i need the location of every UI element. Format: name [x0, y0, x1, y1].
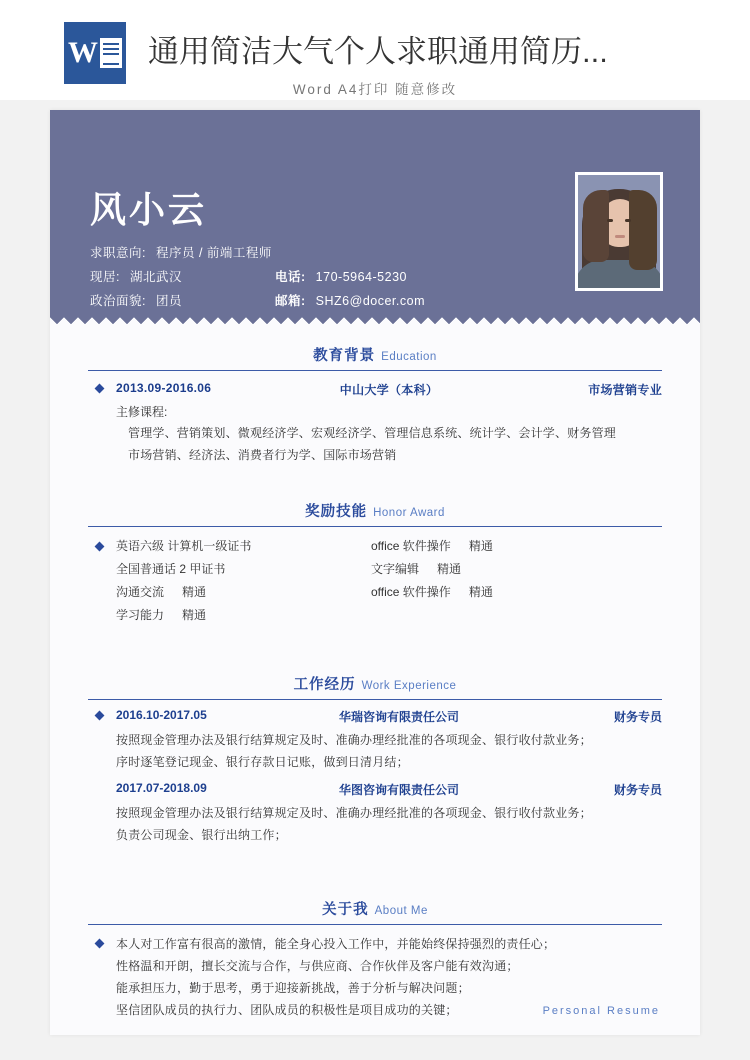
education-school: 中山大学（本科）: [339, 383, 439, 397]
section-title-about: [88, 898, 662, 925]
education-courses-label: 主修课程:: [116, 405, 168, 419]
section-title-zh: 关于我: [322, 902, 369, 918]
list-item: [116, 558, 662, 581]
list-item: [116, 581, 662, 604]
info-value: 170-5964-5230: [315, 270, 407, 284]
info-job-intention: [90, 243, 272, 261]
education-date: 2013.09-2016.06: [116, 381, 212, 395]
section-title-zh: 工作经历: [293, 677, 356, 693]
diamond-bullet-icon: [95, 542, 105, 552]
section-education: [88, 344, 662, 466]
info-value: 程序员 / 前端工程师: [155, 246, 272, 260]
info-political-status: [90, 291, 182, 309]
section-about: [88, 898, 662, 1021]
section-title-en: Work Experience: [361, 680, 457, 692]
about-line-3: 坚信团队成员的执行力、团队成员的积极性是项目成功的关键；: [116, 1003, 458, 1017]
work-role-0: 财务专员: [613, 710, 662, 724]
work-entry-head-0: [88, 708, 662, 725]
page-subtitle: Word A4打印 随意修改: [292, 82, 458, 97]
avatar: [575, 172, 663, 291]
honor-right-level-2: 精通: [468, 585, 493, 599]
honor-right-2: [371, 581, 662, 604]
honor-right-label-0: office 软件操作: [371, 539, 451, 553]
info-value: 湖北武汉: [129, 270, 182, 284]
honor-left-2: [116, 581, 371, 604]
word-document-icon: W: [64, 22, 126, 84]
info-value: 团员: [155, 294, 182, 308]
honor-skill-grid: [88, 535, 662, 627]
work-entry-1: [88, 781, 662, 846]
section-title-en: About Me: [374, 905, 428, 917]
section-title-en: Honor Award: [373, 507, 445, 519]
about-line-1: 性格温和开朗，擅长交流与合作，与供应商、合作伙伴及客户能有效沟通；: [116, 959, 519, 973]
work-line-1-0: 按照现金管理办法及银行结算规定及时、准确办理经批准的各项现金、银行收付款业务；: [116, 806, 592, 820]
section-title-zh: 教育背景: [313, 348, 376, 364]
education-courses-line1: 管理学、营销策划、微观经济学、宏观经济学、管理信息系统、统计学、会计学、财务管理: [128, 426, 617, 440]
info-value: SHZ6@docer.com: [315, 294, 425, 308]
honor-left-level-2: 精通: [182, 585, 207, 599]
banner-zigzag-divider: [50, 310, 700, 324]
honor-left-level-3: 精通: [182, 608, 207, 622]
honor-right-0: [371, 535, 662, 558]
resume-banner: [50, 110, 700, 310]
info-label: 电话:: [275, 270, 306, 284]
about-line-0: 本人对工作富有很高的激情，能全身心投入工作中，并能始终保持强烈的责任心；: [116, 937, 556, 951]
work-date-1: 2017.07-2018.09: [116, 781, 207, 795]
info-label: 政治面貌:: [90, 294, 146, 308]
info-label: 求职意向:: [90, 246, 146, 260]
section-work: [88, 673, 662, 846]
diamond-bullet-icon: [95, 711, 105, 721]
honor-right-1: [371, 558, 662, 581]
honor-right-label-1: 文字编辑: [371, 562, 420, 576]
work-entry-head-1: [88, 781, 662, 798]
resume-sheet: [50, 110, 700, 1035]
section-title-work: [88, 673, 662, 700]
work-role-1: 财务专员: [613, 783, 662, 797]
education-major: 市场营销专业: [588, 383, 662, 397]
work-entry-0: [88, 708, 662, 773]
info-residence: [90, 267, 182, 285]
info-label: 邮箱:: [275, 294, 306, 308]
resume-body: [50, 344, 700, 1021]
info-phone: [275, 267, 407, 285]
section-title-honor: [88, 500, 662, 527]
work-date-0: 2016.10-2017.05: [116, 708, 207, 722]
honor-right-level-1: 精通: [437, 562, 462, 576]
list-item: [116, 535, 662, 558]
work-company-0: 华瑞咨询有限责任公司: [338, 710, 459, 724]
education-courses-line2: 市场营销、经济法、消费者行为学、国际市场营销: [128, 448, 397, 462]
education-entry-head: [88, 381, 662, 398]
honor-left-label-2: 沟通交流: [116, 585, 165, 599]
honor-right-level-0: 精通: [468, 539, 493, 553]
honor-left-1: 全国普通话 2 甲证书: [116, 562, 226, 576]
honor-right-label-2: office 软件操作: [371, 585, 451, 599]
section-title-education: [88, 344, 662, 371]
site-header: [0, 0, 750, 100]
about-line-2: 能承担压力，勤于思考，勇于迎接新挑战，善于分析与解决问题；: [116, 981, 470, 995]
info-label: 现居:: [90, 270, 120, 284]
honor-left-label-3: 学习能力: [116, 608, 165, 622]
honor-left-3: [116, 604, 371, 627]
section-honor: [88, 500, 662, 627]
work-line-0-1: 序时逐笔登记现金、银行存款日记账，做到日清月结；: [116, 755, 409, 769]
section-title-en: Education: [381, 351, 437, 363]
honor-right-3: [371, 604, 662, 627]
list-item: [116, 604, 662, 627]
work-line-1-1: 负责公司现金、银行出纳工作；: [116, 828, 287, 842]
page-title: 通用简洁大气个人求职通用简历...: [148, 34, 608, 69]
info-email: [275, 291, 425, 309]
work-line-0-0: 按照现金管理办法及银行结算规定及时、准确办理经批准的各项现金、银行收付款业务；: [116, 733, 592, 747]
candidate-name: 风小云: [90, 189, 208, 230]
work-company-1: 华图咨询有限责任公司: [338, 783, 459, 797]
honor-left-0: 英语六级 计算机一级证书: [116, 539, 252, 553]
diamond-bullet-icon: [95, 384, 105, 394]
footer-note: Personal Resume: [542, 1005, 660, 1017]
section-title-zh: 奖励技能: [305, 504, 368, 520]
